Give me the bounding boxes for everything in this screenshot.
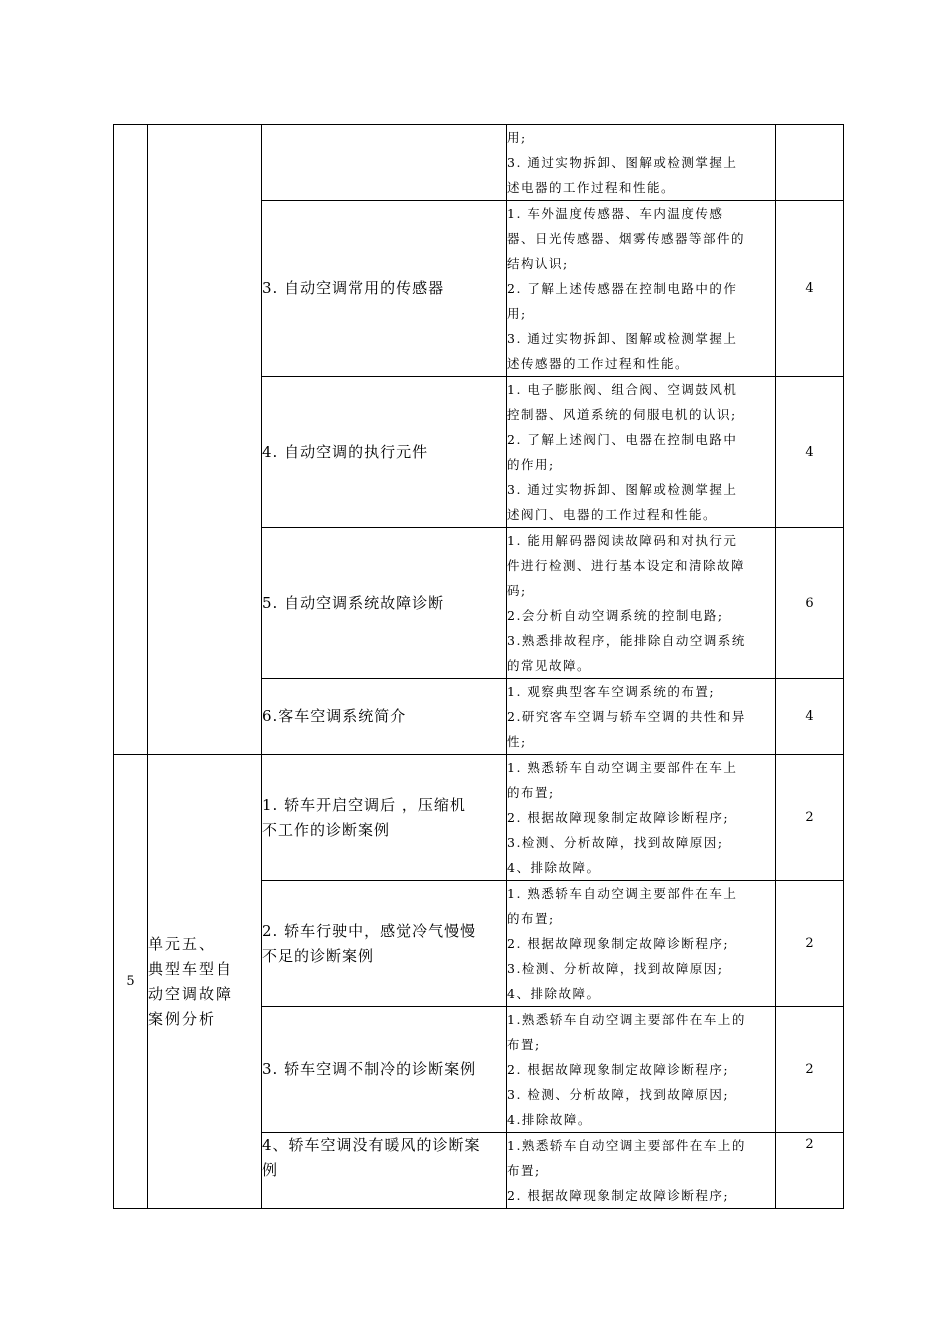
hours-cell: 4 [776,679,844,755]
requirement-line: 的布置; [507,911,555,926]
requirement-line: 的常见故障。 [507,658,592,673]
requirement-line: 器、日光传感器、烟雾传感器等部件的 [507,231,746,246]
requirement-line: 控制器、风道系统的伺服电机的认识; [507,407,737,422]
requirement-line: 2. 根据故障现象制定故障诊断程序; [507,1188,730,1203]
topic-line: 4. 自动空调的执行元件 [262,442,429,461]
requirement-line: 1. 能用解码器阅读故障码和对执行元 [507,533,738,548]
table-row [114,125,844,201]
requirement-line: 2. 根据故障现象制定故障诊断程序; [507,936,730,951]
requirement-line: 的作用; [507,457,555,472]
requirement-line: 2. 了解上述传感器在控制电路中的作 [507,281,738,296]
requirement-line: 1. 熟悉轿车自动空调主要部件在车上 [507,886,738,901]
requirement-line: 2.研究客车空调与轿车空调的共性和异 [507,709,746,724]
topic-line: 2. 轿车行驶中，感觉冷气慢慢 [262,921,477,940]
requirement-line: 3. 通过实物拆卸、图解或检测掌握上 [507,155,738,170]
topic-line: 不足的诊断案例 [262,946,375,965]
requirement-line: 3.检测、分析故障，找到故障原因; [507,835,724,850]
requirement-line: 用; [507,130,527,145]
requirement-line: 4、排除故障。 [507,986,601,1001]
topic-cell [262,679,507,755]
requirement-line: 述传感器的工作过程和性能。 [507,356,690,371]
requirement-line: 1.熟悉轿车自动空调主要部件在车上的 [507,1138,746,1153]
topic-line: 3. 轿车空调不制冷的诊断案例 [262,1060,477,1078]
unit-title-line: 动空调故障 [148,984,234,1003]
hours-cell: 2 [776,1007,844,1133]
hours-cell: 2 [776,755,844,881]
topic-cell [262,1007,507,1133]
requirements-cell [507,201,776,377]
requirement-line: 4.排除故障。 [507,1112,592,1127]
requirement-line: 3.熟悉排故程序，能排除自动空调系统 [507,633,746,648]
requirement-line: 2.会分析自动空调系统的控制电路; [507,608,724,623]
topic-line: 6.客车空调系统简介 [262,707,407,725]
requirement-line: 2. 根据故障现象制定故障诊断程序; [507,1062,730,1077]
requirement-line: 4、排除故障。 [507,860,601,875]
requirement-line: 述阀门、电器的工作过程和性能。 [507,507,718,522]
requirement-line: 3. 通过实物拆卸、图解或检测掌握上 [507,331,738,346]
topic-line: 不工作的诊断案例 [262,820,391,839]
requirement-line: 1. 熟悉轿车自动空调主要部件在车上 [507,760,738,775]
topic-line: 4、轿车空调没有暖风的诊断案 [262,1136,481,1154]
requirement-line: 1. 电子膨胀阀、组合阀、空调鼓风机 [507,382,738,397]
topic-cell [262,881,507,1007]
hours-cell: 4 [776,201,844,377]
requirement-line: 3. 通过实物拆卸、图解或检测掌握上 [507,482,738,497]
topic-cell [262,125,507,201]
topic-cell [262,1133,507,1209]
hours-cell: 6 [776,528,844,679]
requirements-cell [507,125,776,201]
serial-number-cell: 5 [114,755,148,1209]
unit-title-line: 典型车型自 [148,959,234,978]
requirement-line: 结构认识; [507,256,569,271]
topic-line: 1. 轿车开启空调后 ，压缩机 [262,795,466,814]
requirement-line: 件进行检测、进行基本设定和清除故障 [507,558,746,573]
requirement-line: 3.检测、分析故障，找到故障原因; [507,961,724,976]
requirements-cell [507,1133,776,1209]
requirements-cell [507,1007,776,1133]
requirements-cell [507,528,776,679]
curriculum-table [113,124,844,1209]
requirement-line: 码; [507,583,527,598]
topic-cell [262,377,507,528]
requirement-line: 性; [507,734,527,749]
requirement-line: 1. 车外温度传感器、车内温度传感 [507,206,724,221]
requirement-line: 述电器的工作过程和性能。 [507,180,676,195]
hours-cell: 2 [776,881,844,1007]
requirement-line: 2. 根据故障现象制定故障诊断程序; [507,810,730,825]
requirement-line: 1.熟悉轿车自动空调主要部件在车上的 [507,1012,746,1027]
table-row [114,755,844,881]
unit-title-line: 案例分析 [148,1009,217,1028]
requirement-line: 1. 观察典型客车空调系统的布置; [507,684,716,699]
requirement-line: 3. 检测、分析故障，找到故障原因; [507,1087,730,1102]
requirements-cell [507,679,776,755]
requirement-line: 的布置; [507,785,555,800]
topic-line: 3. 自动空调常用的传感器 [262,279,445,297]
topic-cell [262,528,507,679]
requirement-line: 布置; [507,1163,541,1178]
unit-cell [148,755,262,1209]
serial-number-cell [114,125,148,755]
requirements-cell [507,755,776,881]
requirement-line: 用; [507,306,527,321]
unit-cell [148,125,262,755]
requirement-line: 2. 了解上述阀门、电器在控制电路中 [507,432,738,447]
hours-cell: 4 [776,377,844,528]
hours-cell: 2 [776,1133,844,1209]
requirements-cell [507,377,776,528]
requirement-line: 布置; [507,1037,541,1052]
requirements-cell [507,881,776,1007]
topic-line: 5. 自动空调系统故障诊断 [262,593,445,612]
hours-cell [776,125,844,201]
unit-title-line: 单元五、 [148,934,217,953]
topic-line: 例 [262,1161,279,1179]
topic-cell [262,201,507,377]
topic-cell [262,755,507,881]
